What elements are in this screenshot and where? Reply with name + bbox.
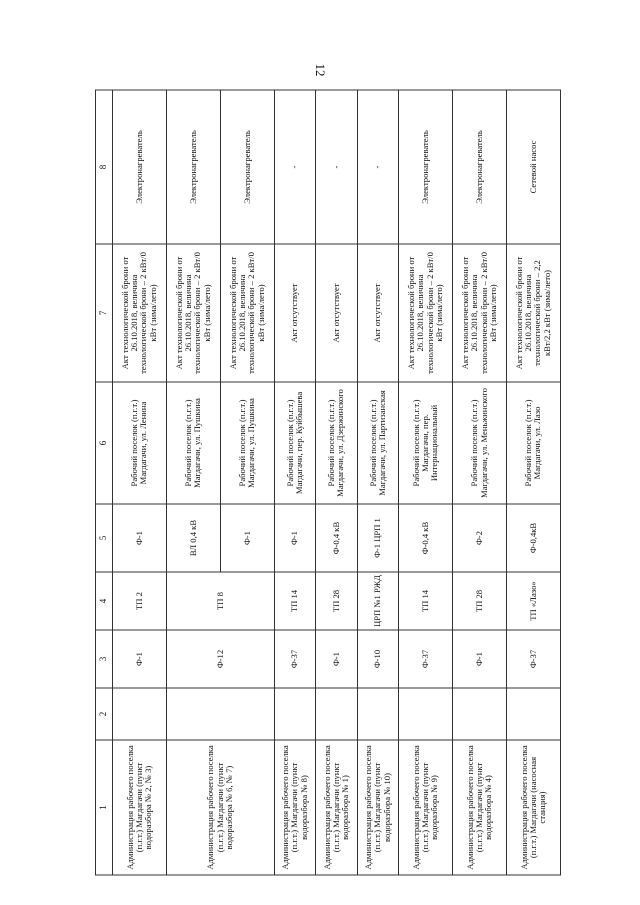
equipment-cell: Электронагреватель xyxy=(166,90,220,244)
feeder-cell: Ф-37 xyxy=(506,630,560,688)
substation-cell: ЦРП №1 РЖД xyxy=(357,572,398,630)
data-table xyxy=(95,89,561,875)
empty-cell xyxy=(506,688,560,740)
equipment-cell: - xyxy=(274,90,315,244)
substation-cell: ТП 28 xyxy=(316,572,357,630)
column-header: 5 xyxy=(96,504,113,572)
empty-cell xyxy=(357,688,398,740)
table-row xyxy=(316,90,357,875)
address-cell: Рабочий поселок (п.г.т.) Магдагачи, ул. Партизанская xyxy=(357,382,398,504)
substation-cell: ТП 8 xyxy=(166,572,274,630)
empty-cell xyxy=(399,688,453,740)
consumer-cell: Администрация рабочего поселка (п.г.т.) Магдагачи (пункт водоразбора № 9) xyxy=(399,740,453,875)
act-cell: Акт отсутствует xyxy=(357,244,398,382)
table-row xyxy=(453,90,507,875)
column-header: 4 xyxy=(96,572,113,630)
table-row xyxy=(113,90,167,875)
column-header: 8 xyxy=(96,90,113,244)
substation-cell: ТП 2 xyxy=(113,572,167,630)
column-header: 1 xyxy=(96,740,113,875)
empty-cell xyxy=(453,688,507,740)
table-row xyxy=(357,90,398,875)
consumer-cell: Администрация рабочего поселка (п.г.т.) Магдагачи (пункт водоразбора № 8) xyxy=(274,740,315,875)
line-cell: Ф-0,4кВ xyxy=(506,504,560,572)
table-row xyxy=(506,90,560,875)
equipment-cell: Сетевой насос xyxy=(506,90,560,244)
address-cell: Рабочий поселок (п.г.т.) Магдагачи, пер. Интернациональный xyxy=(399,382,453,504)
empty-cell xyxy=(316,688,357,740)
address-cell: Рабочий поселок (п.г.т.) Магдагачи, ул. Пушкина xyxy=(220,382,274,504)
consumer-cell: Администрация рабочего поселка (п.г.т.) Магдагачи (насосная станция) xyxy=(506,740,560,875)
feeder-cell: Ф-1 xyxy=(316,630,357,688)
table-row xyxy=(274,90,315,875)
act-cell: Акт технологической брони от 26.10.2018, величина технологической брони – 2 кВт/0 кВт (зима/лето) xyxy=(220,244,274,382)
address-cell: Рабочий поселок (п.г.т.) Магдагачи, пер. Куйбышева xyxy=(274,382,315,504)
empty-cell xyxy=(274,688,315,740)
consumer-cell: Администрация рабочего поселка (п.г.т.) Магдагачи (пункт водоразбора № 10) xyxy=(357,740,398,875)
table-row xyxy=(399,90,453,875)
feeder-cell: Ф-37 xyxy=(274,630,315,688)
consumer-cell: Администрация рабочего поселка (п.г.т.) Магдагачи (пункт водоразбора № 2, № 3) xyxy=(113,740,167,875)
table-row xyxy=(166,90,220,875)
equipment-cell: Электронагреватель xyxy=(220,90,274,244)
feeder-cell: Ф-1 xyxy=(453,630,507,688)
rotated-table-wrapper xyxy=(95,90,561,875)
substation-cell: ТП 14 xyxy=(274,572,315,630)
feeder-cell: Ф-10 xyxy=(357,630,398,688)
equipment-cell: Электронагреватель xyxy=(453,90,507,244)
header-row xyxy=(96,90,113,875)
substation-cell: ТП «Лазо» xyxy=(506,572,560,630)
line-cell: ВЛ 0,4 кВ xyxy=(166,504,220,572)
address-cell: Рабочий поселок (п.г.т.) Магдагачи, ул. Дзержинского xyxy=(316,382,357,504)
address-cell: Рабочий поселок (п.г.т.) Магдагачи, ул. Ленина xyxy=(113,382,167,504)
document-body xyxy=(95,90,561,875)
line-cell: Ф-1 xyxy=(220,504,274,572)
act-cell: Акт технологической брони от 26.10.2018, величина технологической брони – 2 кВт/0 кВт (зима/лето) xyxy=(113,244,167,382)
line-cell: Ф-2 xyxy=(453,504,507,572)
feeder-cell: Ф-12 xyxy=(166,630,274,688)
column-header: 6 xyxy=(96,382,113,504)
consumer-cell: Администрация рабочего поселка (п.г.т.) Магдагачи (пункт водоразбора № 6, № 7) xyxy=(166,740,274,875)
empty-cell xyxy=(113,688,167,740)
consumer-cell: Администрация рабочего поселка (п.г.т.) Магдагачи (пункт водоразбора № 4) xyxy=(453,740,507,875)
equipment-cell: Электронагреватель xyxy=(113,90,167,244)
line-cell: Ф-1 xyxy=(113,504,167,572)
feeder-cell: Ф-1 xyxy=(113,630,167,688)
act-cell: Акт технологической брони от 26.10.2018, величина технологической брони – 2 кВт/0 кВт (зима/лето) xyxy=(399,244,453,382)
equipment-cell: Электронагреватель xyxy=(399,90,453,244)
act-cell: Акт отсутствует xyxy=(274,244,315,382)
empty-cell xyxy=(166,688,274,740)
act-cell: Акт технологической брони от 26.10.2018, величина технологической брони – 2 кВт/0 кВт (зима/лето) xyxy=(453,244,507,382)
column-header: 2 xyxy=(96,688,113,740)
act-cell: Акт технологической брони от 26.10.2018, величина технологической брони – 2,2 кВт/2,2 кВт (зима/лето) xyxy=(506,244,560,382)
address-cell: Рабочий поселок (п.г.т.) Магдагачи, ул. Лазо xyxy=(506,382,560,504)
column-header: 7 xyxy=(96,244,113,382)
line-cell: Ф-0,4 кВ xyxy=(316,504,357,572)
substation-cell: ТП 28 xyxy=(453,572,507,630)
act-cell: Акт технологической брони от 26.10.2018, величина технологической брони – 2 кВт/0 кВт (зима/лето) xyxy=(166,244,220,382)
line-cell: Ф-1 xyxy=(274,504,315,572)
act-cell: Акт отсутствует xyxy=(316,244,357,382)
column-header: 3 xyxy=(96,630,113,688)
consumer-cell: Администрация рабочего поселка (п.г.т.) Магдагачи (пункт водоразбора № 1) xyxy=(316,740,357,875)
substation-cell: ТП 14 xyxy=(399,572,453,630)
line-cell: Ф-1 ЦРП 1 xyxy=(357,504,398,572)
equipment-cell: - xyxy=(357,90,398,244)
page-number: 12 xyxy=(313,63,328,77)
feeder-cell: Ф-37 xyxy=(399,630,453,688)
address-cell: Рабочий поселок (п.г.т.) Магдагачи, ул. Меньжинского xyxy=(453,382,507,504)
equipment-cell: - xyxy=(316,90,357,244)
address-cell: Рабочий поселок (п.г.т.) Магдагачи, ул. Пушкина xyxy=(166,382,220,504)
line-cell: Ф-0,4 кВ xyxy=(399,504,453,572)
